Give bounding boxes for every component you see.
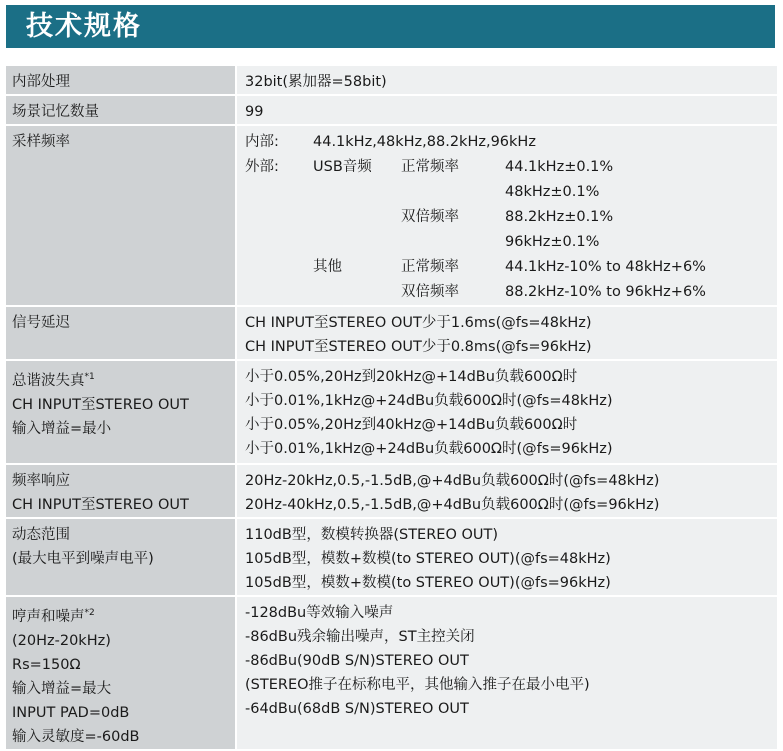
label-text: (20Hz-20kHz) — [12, 632, 111, 649]
label-text: 采样频率 — [12, 134, 70, 150]
other-normal-value: 44.1kHz-10% to 48kHz+6% — [505, 259, 706, 275]
value-text: -86dBu(90dB S/N)STEREO OUT — [245, 653, 469, 669]
value-text: CH INPUT至STEREO OUT少于1.6ms(@fs=48kHz) — [245, 315, 592, 331]
usb-double-label: 双倍频率 — [401, 209, 459, 225]
label-text: 频率响应 — [12, 473, 70, 489]
row-label — [6, 66, 236, 95]
row-label — [6, 518, 236, 596]
row-value — [236, 464, 777, 518]
value-text: 小于0.01%,1kHz@+24dBu负载600Ω时(@fs=48kHz) — [245, 393, 613, 409]
internal-label: 内部: — [245, 134, 279, 150]
value-text: 110dB型，数模转换器(STEREO OUT) — [245, 527, 499, 543]
row-value — [236, 360, 777, 464]
value-text: 20Hz-20kHz,0.5,-1.5dB,@+4dBu负载600Ω时(@fs=48kHz) — [245, 473, 660, 489]
row-value — [236, 596, 777, 750]
other-normal-label: 正常频率 — [401, 259, 459, 275]
value-text: -86dBu残余输出噪声，ST主控关闭 — [245, 629, 475, 645]
footnote-marker: *2 — [84, 608, 95, 618]
row-label — [6, 95, 236, 125]
value-text: CH INPUT至STEREO OUT少于0.8ms(@fs=96kHz) — [245, 339, 592, 355]
label-text: 内部处理 — [12, 74, 70, 90]
internal-value: 44.1kHz,48kHz,88.2kHz,96kHz — [313, 134, 536, 150]
page-title-banner — [6, 5, 775, 48]
spec-row-freq — [6, 464, 777, 518]
label-text: 场景记忆数量 — [12, 104, 99, 120]
label-text: 输入增益=最大 — [12, 680, 112, 697]
row-value — [236, 95, 777, 125]
page-title: 技术规格 — [26, 11, 142, 42]
value-text: -64dBu(68dB S/N)STEREO OUT — [245, 701, 469, 717]
value-text: 小于0.05%,20Hz到40kHz@+14dBu负载600Ω时 — [245, 417, 578, 433]
external-label: 外部: — [245, 159, 279, 175]
label-text: Rs=150Ω — [12, 656, 81, 673]
label-text: 动态范围 — [12, 527, 70, 543]
value-text: 20Hz-40kHz,0.5,-1.5dB,@+4dBu负载600Ω时(@fs=96kHz) — [245, 497, 660, 513]
sampling-subtable — [245, 130, 706, 305]
usb-normal-value: 48kHz±0.1% — [505, 184, 600, 200]
value-text: 32bit(累加器=58bit) — [245, 74, 387, 90]
usb-normal-label: 正常频率 — [401, 159, 459, 175]
spec-row-latency — [6, 306, 777, 360]
row-value — [236, 125, 777, 306]
spec-row-thd — [6, 360, 777, 464]
label-text — [12, 601, 229, 629]
label-text: 输入增益=最小 — [12, 420, 112, 437]
label-text: 信号延迟 — [12, 315, 70, 331]
label-text: CH INPUT至STEREO OUT — [12, 396, 189, 413]
spec-row-noise — [6, 596, 777, 750]
label-text: CH INPUT至STEREO OUT — [12, 497, 189, 513]
other-double-value: 88.2kHz-10% to 96kHz+6% — [505, 284, 706, 300]
value-text: -128dBu等效输入噪声 — [245, 605, 394, 621]
row-value — [236, 306, 777, 360]
value-text: 小于0.05%,20Hz到20kHz@+14dBu负载600Ω时 — [245, 369, 578, 385]
label-main: 总谐波失真 — [12, 372, 85, 389]
value-text: (STEREO推子在标称电平，其他输入推子在最小电平) — [245, 677, 590, 693]
label-main: 哼声和噪声 — [12, 608, 85, 625]
label-text: 输入灵敏度=-60dB — [12, 728, 140, 745]
row-label — [6, 360, 236, 464]
row-label — [6, 306, 236, 360]
footnote-marker: *1 — [84, 372, 95, 382]
label-text — [12, 365, 229, 393]
label-text: (最大电平到噪声电平) — [12, 551, 154, 567]
usb-double-value: 96kHz±0.1% — [505, 234, 600, 250]
spec-row-processing — [6, 66, 777, 95]
value-text: 105dB型，模数+数模(to STEREO OUT)(@fs=96kHz) — [245, 575, 611, 591]
value-text: 小于0.01%,1kHz@+24dBu负载600Ω时(@fs=96kHz) — [245, 441, 613, 457]
label-text: INPUT PAD=0dB — [12, 704, 130, 721]
usb-label: USB音频 — [313, 159, 372, 175]
row-label — [6, 596, 236, 750]
spec-row-sampling — [6, 125, 777, 306]
spec-row-dynamic — [6, 518, 777, 596]
usb-double-value: 88.2kHz±0.1% — [505, 209, 614, 225]
row-value — [236, 66, 777, 95]
spec-row-scene — [6, 95, 777, 125]
row-value — [236, 518, 777, 596]
row-label — [6, 125, 236, 306]
row-label — [6, 464, 236, 518]
other-label: 其他 — [313, 259, 342, 275]
value-text: 99 — [245, 104, 264, 120]
spec-table — [6, 66, 777, 751]
value-text: 105dB型，模数+数模(to STEREO OUT)(@fs=48kHz) — [245, 551, 611, 567]
usb-normal-value: 44.1kHz±0.1% — [505, 159, 614, 175]
other-double-label: 双倍频率 — [401, 284, 459, 300]
